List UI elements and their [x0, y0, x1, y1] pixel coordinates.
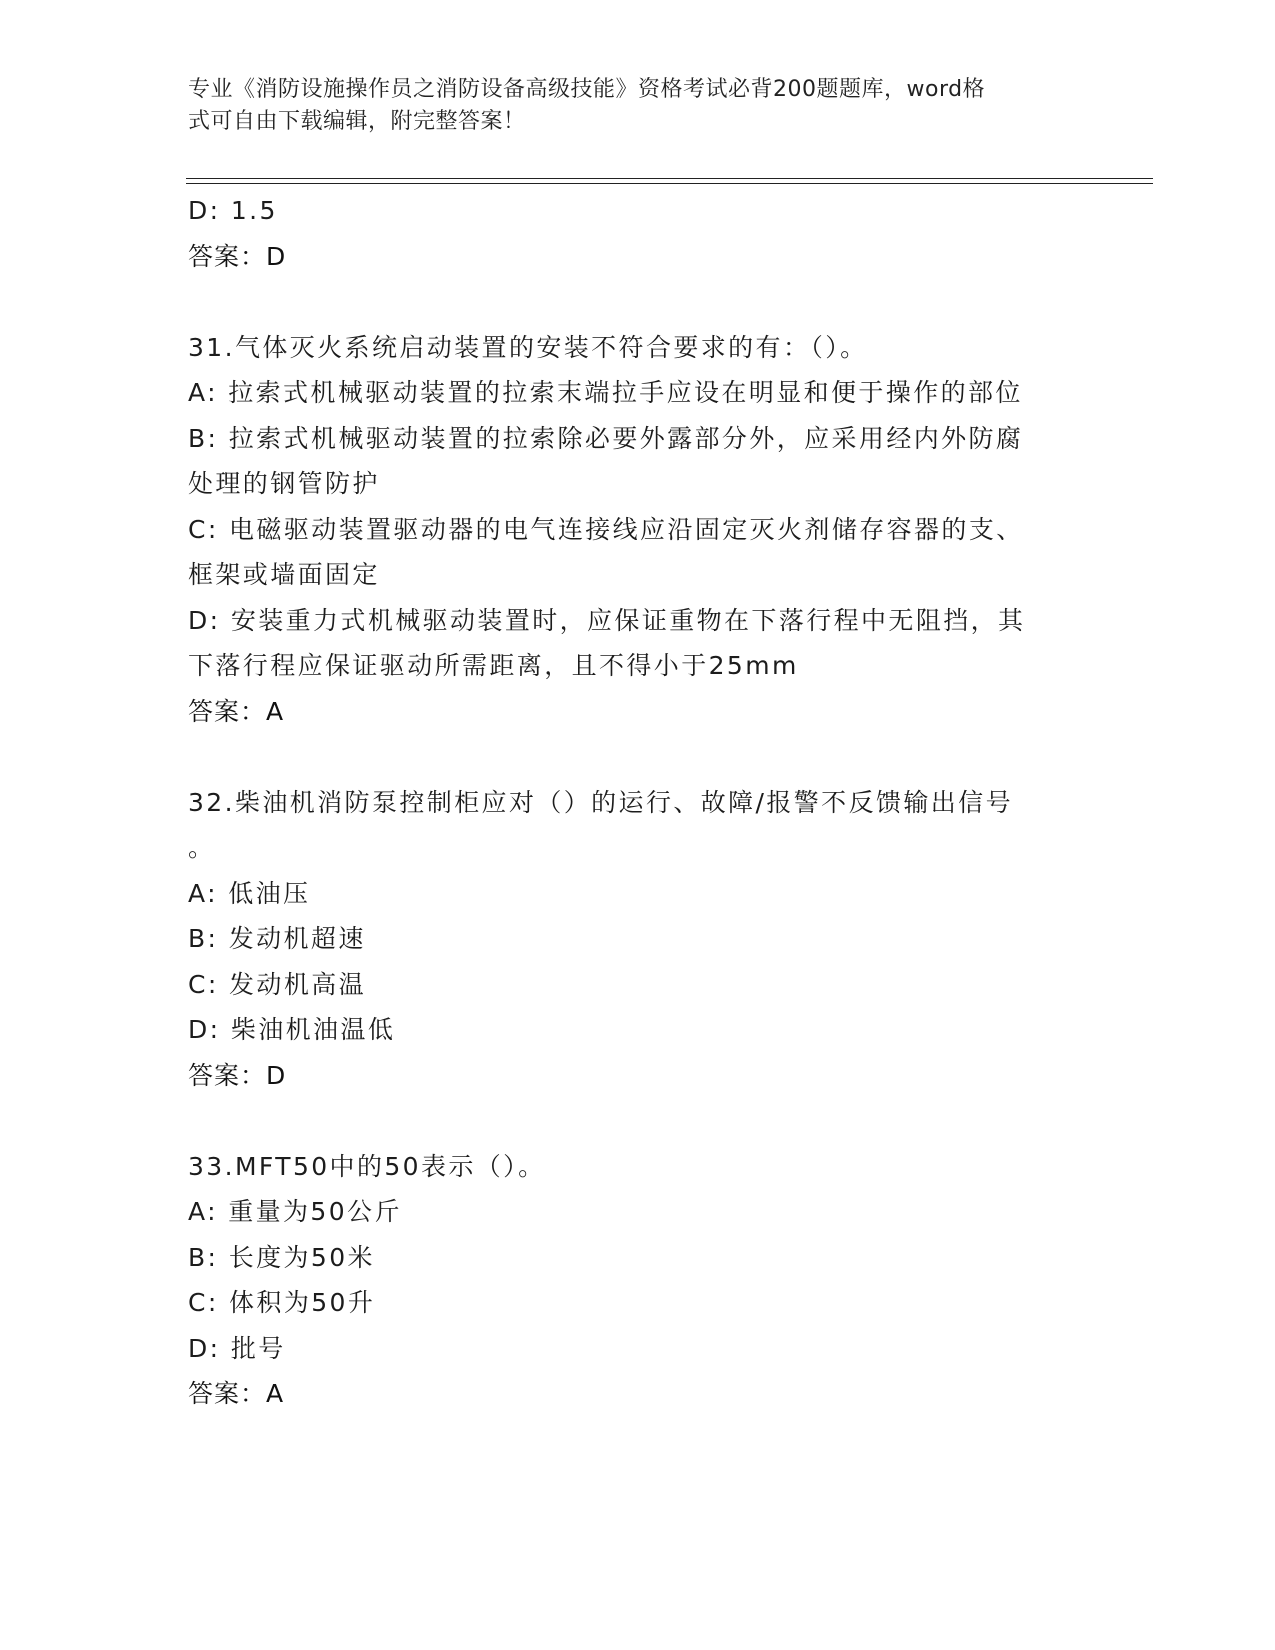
question-stem-continued: 。 — [188, 833, 216, 862]
header-divider-top — [186, 178, 1153, 179]
option-c: C: 发动机高温 — [188, 969, 367, 999]
answer-label: 答案：A — [188, 1379, 285, 1408]
question-stem: 33.MFT50中的50表示（）。 — [188, 1151, 546, 1181]
option-a: A: 拉索式机械驱动装置的拉索末端拉手应设在明显和便于操作的部位 — [188, 378, 1023, 407]
option-b-continued: 处理的钢管防护 — [188, 469, 380, 498]
header-divider-bottom — [186, 183, 1153, 184]
answer-label: 答案：A — [188, 696, 285, 726]
previous-question-tail — [188, 188, 1088, 279]
option-b: B: 拉索式机械驱动装置的拉索除必要外露部分外，应采用经内外防腐 — [188, 423, 1024, 453]
answer-label: 答案：D — [188, 241, 287, 271]
option-c-continued: 框架或墙面固定 — [188, 560, 380, 589]
option-d: D: 安装重力式机械驱动装置时，应保证重物在下落行程中无阻挡，其 — [188, 605, 1026, 635]
option-c: C: 电磁驱动装置驱动器的电气连接线应沿固定灭火剂储存容器的支、 — [188, 514, 1024, 544]
option-b: B: 长度为50米 — [188, 1242, 375, 1272]
question-content — [188, 188, 1088, 1417]
option-a: A: 重量为50公斤 — [188, 1197, 402, 1226]
question-32 — [188, 780, 1088, 1099]
option-d: D: 批号 — [188, 1333, 286, 1363]
question-stem: 32.柴油机消防泵控制柜应对（）的运行、故障/报警不反馈输出信号 — [188, 787, 1013, 817]
answer-label: 答案：D — [188, 1060, 287, 1090]
document-header — [188, 74, 1068, 138]
option-d: D: 1.5 — [188, 196, 278, 225]
header-title-line-1: 专业《消防设施操作员之消防设备高级技能》资格考试必背200题题库，word格 — [188, 77, 986, 102]
option-c: C: 体积为50升 — [188, 1288, 376, 1317]
spacer — [188, 279, 1088, 325]
question-stem: 31.气体灭火系统启动装置的安装不符合要求的有：（）。 — [188, 332, 868, 362]
option-a: A: 低油压 — [188, 878, 311, 908]
spacer — [188, 734, 1088, 780]
spacer — [188, 1098, 1088, 1144]
option-d-continued: 下落行程应保证驱动所需距离，且不得小于25mm — [188, 651, 799, 680]
question-31 — [188, 325, 1088, 735]
header-title-line-2: 式可自由下载编辑，附完整答案！ — [188, 109, 526, 134]
option-b: B: 发动机超速 — [188, 924, 366, 953]
option-d: D: 柴油机油温低 — [188, 1015, 396, 1044]
question-33 — [188, 1144, 1088, 1417]
